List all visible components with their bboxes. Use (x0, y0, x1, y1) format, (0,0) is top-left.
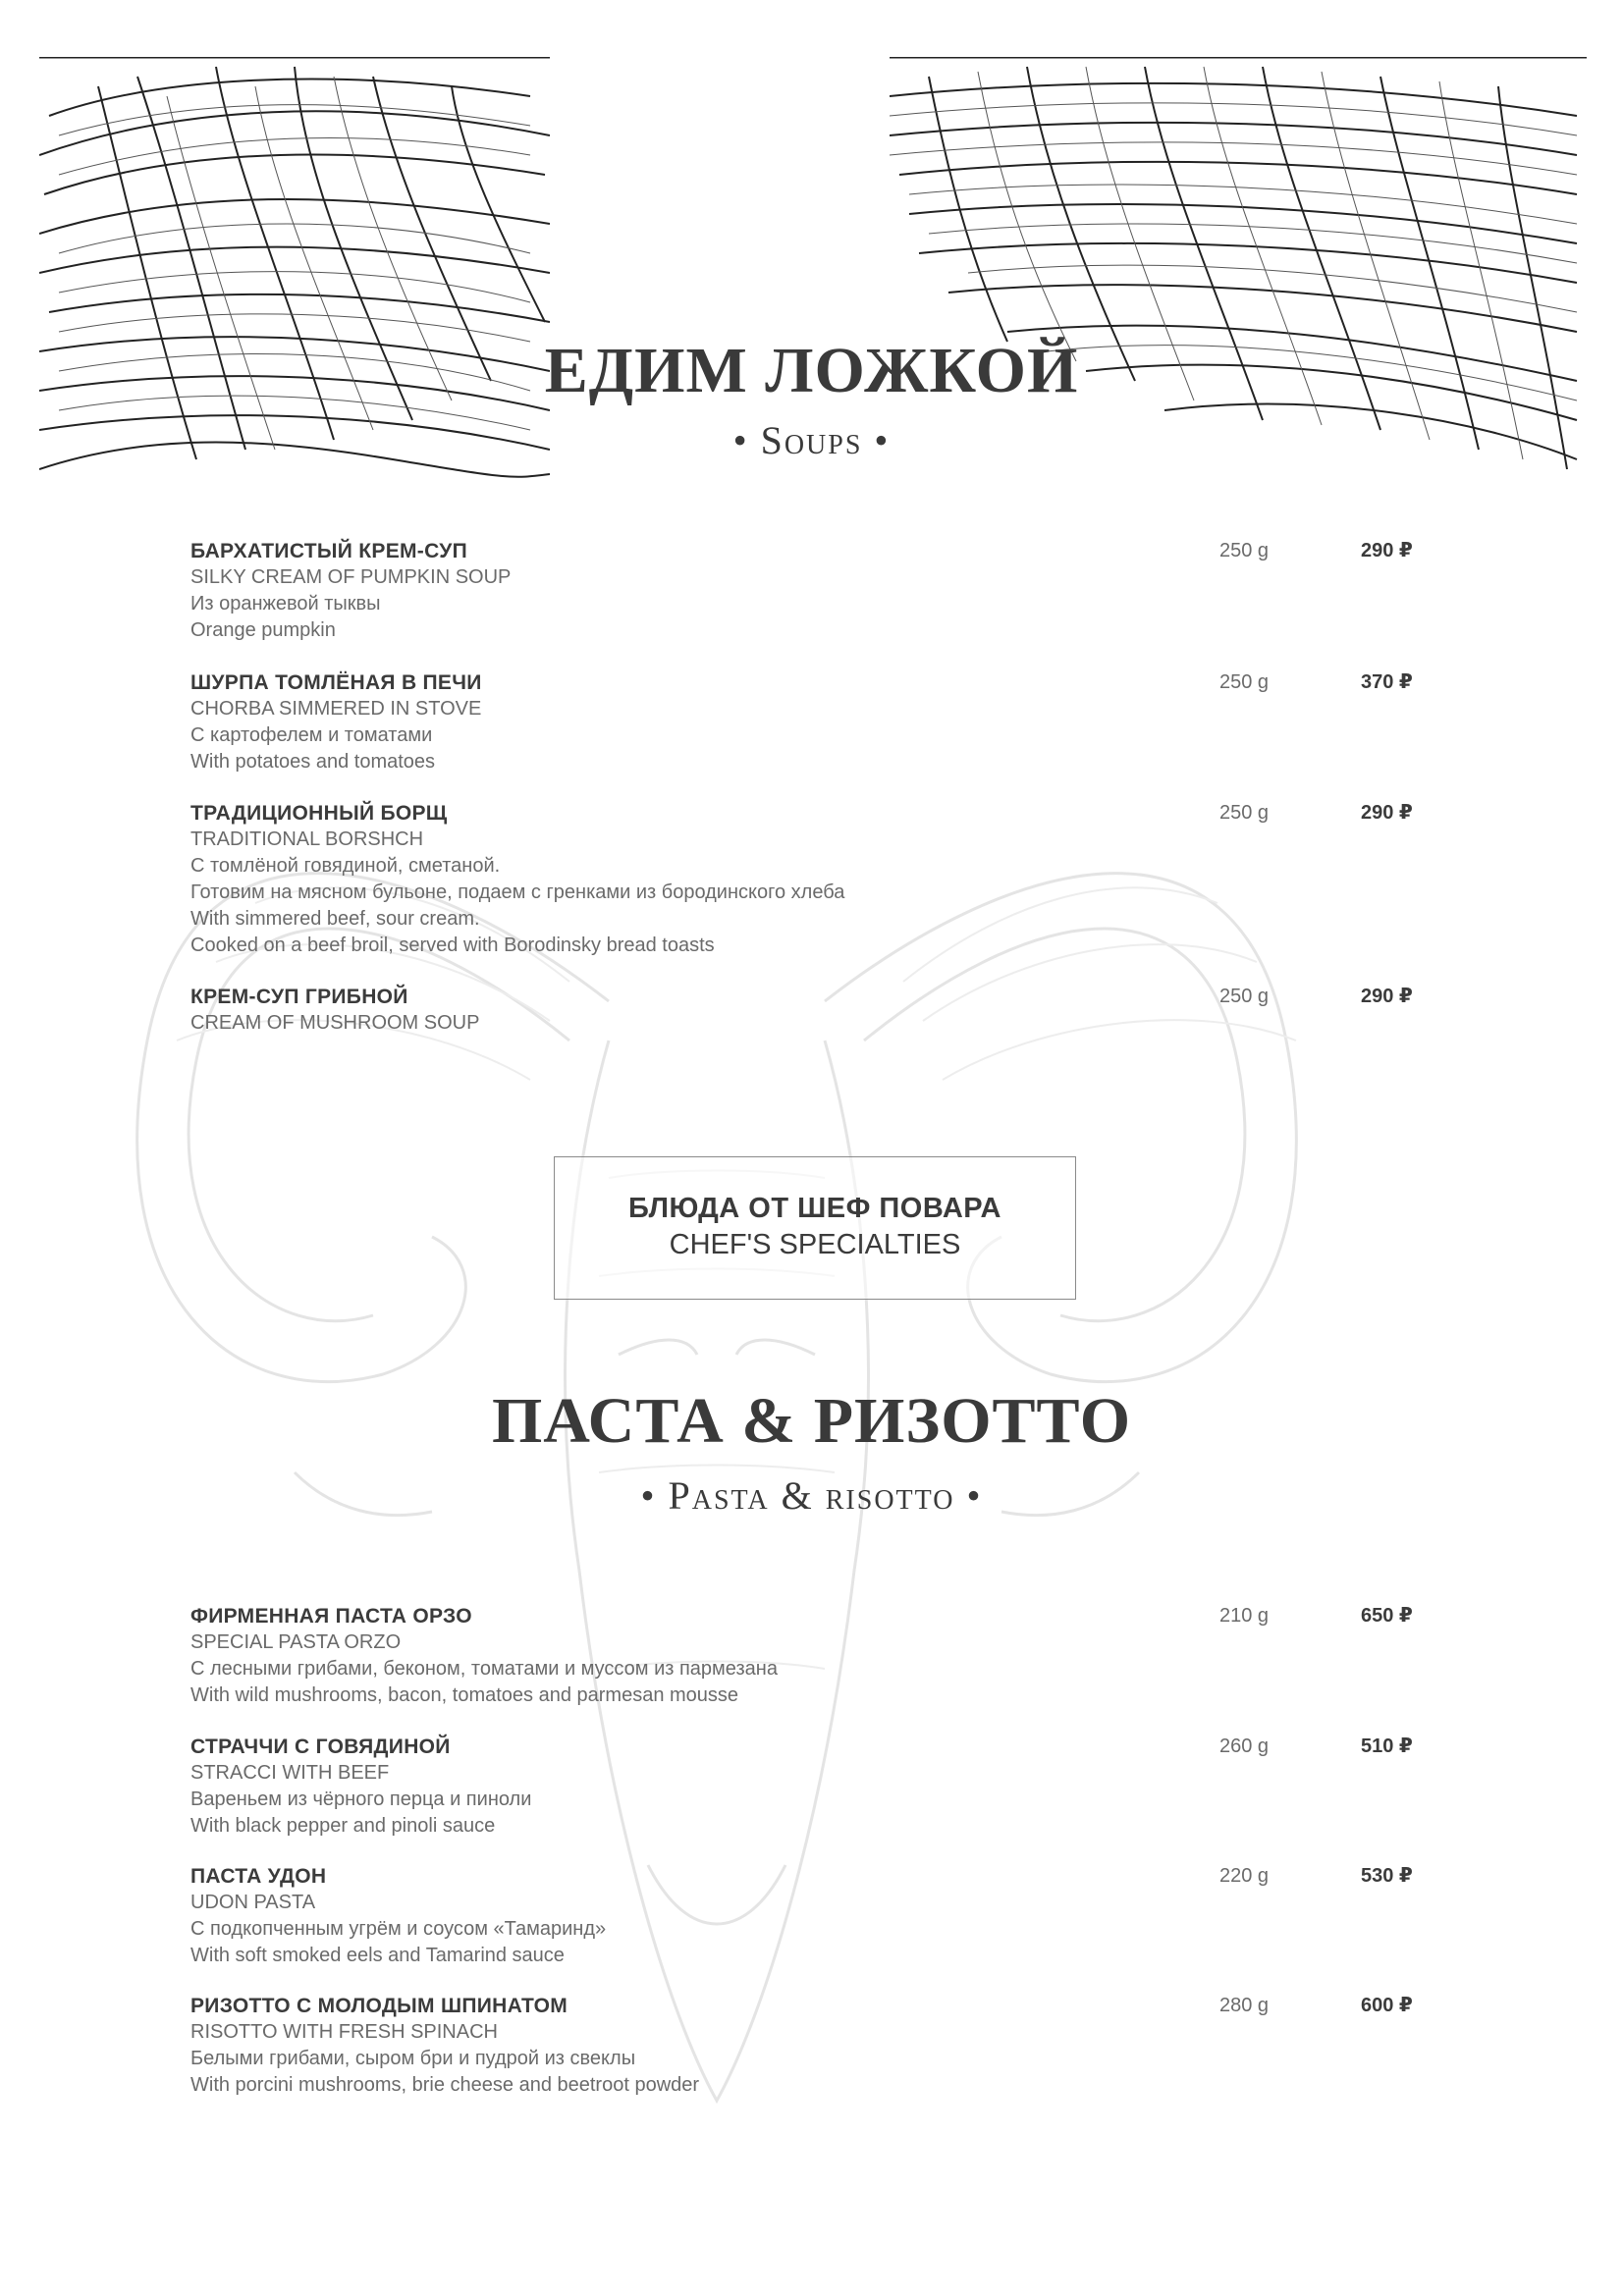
item-price: 290 ₽ (1361, 986, 1413, 1007)
item-price: 530 ₽ (1361, 1865, 1413, 1887)
item-weight: 280 g (1219, 1995, 1270, 2016)
item-price: 290 ₽ (1361, 540, 1413, 561)
soups-section-title: ЕДИМ ЛОЖКОЙ (544, 335, 1079, 406)
item-weight: 250 g (1219, 540, 1270, 561)
item-price: 290 ₽ (1361, 802, 1413, 824)
item-weight: 210 g (1219, 1605, 1270, 1627)
item-price: 600 ₽ (1361, 1995, 1413, 2016)
pasta-section-title: ПАСТА & РИЗОТТО (491, 1385, 1132, 1457)
item-name-en: SPECIAL PASTA ORZO (190, 1631, 402, 1653)
item-description: С лесными грибами, беконом, томатами и муссом из пармезана (190, 1658, 778, 1680)
item-weight: 250 g (1219, 802, 1270, 824)
menu-item (190, 984, 1457, 1037)
item-description: With potatoes and tomatoes (190, 751, 436, 773)
menu-item (190, 1993, 1457, 2099)
chef-specialties-title-en: CHEF'S SPECIALTIES (669, 1229, 961, 1260)
item-price: 650 ₽ (1361, 1605, 1413, 1627)
soups-section-subtitle: • Soups • (732, 418, 891, 462)
pasta-section-subtitle: • Pasta & risotto • (640, 1473, 983, 1518)
item-description: Готовим на мясном бульоне, подаем с гренками из бородинского хлеба (190, 881, 845, 903)
item-description: С подкопченным угрём и соусом «Тамаринд» (190, 1918, 607, 1940)
item-name-en: SILKY CREAM OF PUMPKIN SOUP (190, 566, 512, 588)
item-name-en: TRADITIONAL BORSHCH (190, 828, 424, 850)
pasta-illustration-right (890, 57, 1587, 479)
item-description: Из оранжевой тыквы (190, 593, 381, 614)
menu-item (190, 1734, 1457, 1840)
item-description: С картофелем и томатами (190, 724, 433, 746)
item-name: ФИРМЕННАЯ ПАСТА ОРЗО (190, 1605, 472, 1628)
menu-item (190, 669, 1457, 775)
item-name: ШУРПА ТОМЛЁНАЯ В ПЕЧИ (190, 671, 482, 694)
item-description: With porcini mushrooms, brie cheese and beetroot powder (190, 2074, 700, 2096)
item-weight: 220 g (1219, 1865, 1270, 1887)
menu-item (190, 538, 1457, 644)
item-name: СТРАЧЧИ С ГОВЯДИНОЙ (190, 1735, 451, 1758)
item-name: КРЕМ-СУП ГРИБНОЙ (190, 986, 408, 1008)
item-description: With soft smoked eels and Tamarind sauce (190, 1945, 565, 1966)
item-description: With wild mushrooms, bacon, tomatoes and parmesan mousse (190, 1684, 739, 1706)
item-description: С томлёной говядиной, сметаной. (190, 855, 501, 877)
item-weight: 250 g (1219, 671, 1270, 693)
item-weight: 260 g (1219, 1735, 1270, 1757)
item-name: ПАСТА УДОН (190, 1865, 327, 1888)
item-price: 370 ₽ (1361, 671, 1413, 693)
menu-item (190, 1603, 1457, 1709)
item-name-en: CHORBA SIMMERED IN STOVE (190, 698, 482, 720)
menu-item (190, 1863, 1457, 1969)
item-description: Вареньем из чёрного перца и пиноли (190, 1789, 532, 1810)
item-name: РИЗОТТО С МОЛОДЫМ ШПИНАТОМ (190, 1995, 568, 2017)
item-description: With simmered beef, sour cream. (190, 908, 480, 930)
item-name-en: CREAM OF MUSHROOM SOUP (190, 1012, 480, 1034)
item-description: Cooked on a beef broil, served with Borodinsky bread toasts (190, 934, 715, 956)
item-name-en: STRACCI WITH BEEF (190, 1762, 390, 1784)
item-weight: 250 g (1219, 986, 1270, 1007)
item-name: ТРАДИЦИОННЫЙ БОРЩ (190, 802, 448, 825)
item-name-en: UDON PASTA (190, 1892, 316, 1913)
chef-specialties-box (554, 1156, 1076, 1300)
item-name: БАРХАТИСТЫЙ КРЕМ-СУП (190, 540, 468, 562)
chef-specialties-title: БЛЮДА ОТ ШЕФ ПОВАРА (627, 1193, 1001, 1224)
item-description: With black pepper and pinoli sauce (190, 1815, 496, 1837)
item-price: 510 ₽ (1361, 1735, 1413, 1757)
item-description: Белыми грибами, сыром бри и пудрой из свеклы (190, 2048, 636, 2069)
pasta-illustration-left (39, 57, 550, 479)
item-description: Orange pumpkin (190, 619, 336, 641)
menu-item (190, 800, 1457, 959)
item-name-en: RISOTTO WITH FRESH SPINACH (190, 2021, 498, 2043)
